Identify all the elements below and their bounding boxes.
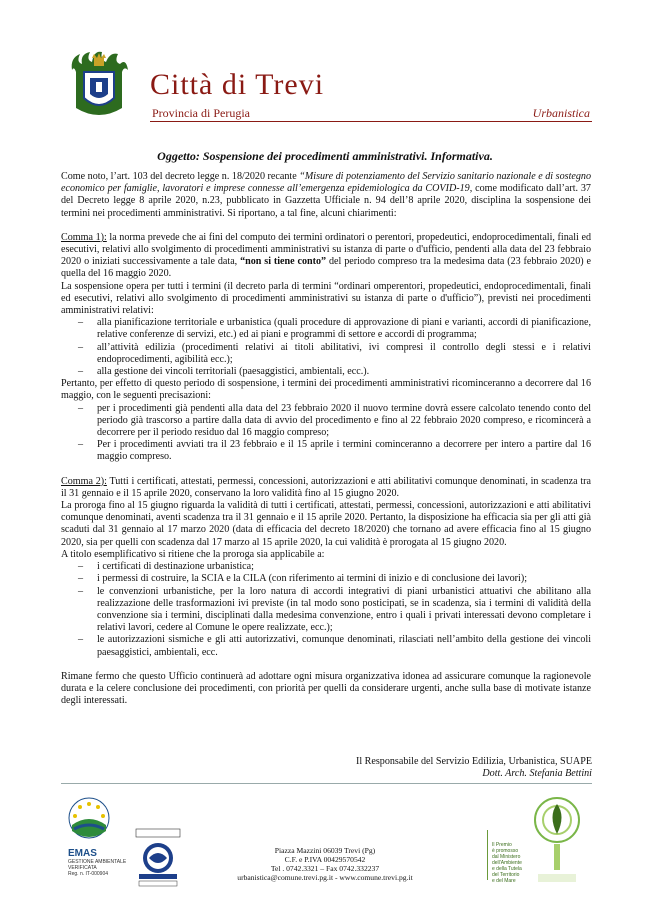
comma2-label: Comma 2): [61, 475, 107, 487]
signature-block [356, 756, 592, 781]
comma1-text-end: del periodo compreso tra la medesima data (23 febbraio 2020) e quella del 16 maggio 2020. [61, 256, 591, 280]
award-text: Il Premio è promosso dal Ministero dell'Ambiente e della Tutela del Territorio e del Mare [492, 842, 522, 884]
province-label: Provincia di Perugia [152, 106, 250, 120]
header-rule [150, 121, 592, 122]
emas-label: EMAS [68, 848, 97, 859]
comma2-paragraph-3: A titolo esemplificativo si ritiene che la proroga sia applicabile a: [61, 548, 325, 560]
list-item: – i permessi di costruire, la SCIA e la CILA (con riferimento ai termini di inizio e di conclusione dei lavori); [61, 573, 591, 585]
emas-registration: GESTIONE AMBIENTALE VERIFICATA Reg. n. IT-000904 [68, 859, 127, 877]
footer-rule [61, 783, 592, 784]
signature-name: Dott. Arch. Stefania Bettini [482, 768, 592, 780]
intro-text-end: come modificato dall’art. 37 del Decreto legge 8 aprile 2020, n.23, pubblicato in Gazzetta Ufficiale n. 94 dell’8 aprile 2020, disciplina la sospensione dei termini nei procedimenti amministrativi. Si riportano, a tal fine, alcuni chiarimenti: [61, 183, 591, 219]
list-item: – i certificati di destinazione urbanistica; [61, 561, 591, 573]
list-item: – le autorizzazioni sismiche e gli atti autorizzativi, comunque denominati, rilasciati nell’ambito della gestione dei vincoli paesaggistici, ambientali, ecc. [61, 634, 591, 658]
address-line: Piazza Mazzini 06039 Trevi (Pg) [274, 846, 376, 855]
comma2-text: Tutti i certificati, attestati, permessi, concessioni, autorizzazioni e atti abilitativi comunque denominati, in scadenza tra il 31 gennaio e il 15 aprile 2020, conservano la loro validità fino al 15 giugno 2020. [61, 475, 591, 499]
list-item: – per i procedimenti già pendenti alla data del 23 febbraio 2020 il nuovo termine dovrà essere calcolato tenendo conto del periodo già trascorso a partire dalla data di avvio del procedimento e fino al 22 febbraio 2020 compreso, e ricomincerà a decorrere per il periodo residuo dal 16 maggio compreso; [61, 403, 591, 440]
award-logo-icon [530, 794, 584, 888]
comma1-paragraph [61, 232, 591, 281]
letter-body [61, 171, 591, 707]
signature-role: Il Responsabile del Servizio Edilizia, Urbanistica, SUAPE [355, 756, 592, 767]
emas-logo-icon [66, 795, 112, 849]
intro-text: Come noto, l’art. 103 del decreto legge n. 18/2020 recante [61, 171, 300, 182]
list-item: – alla gestione dei vincoli territoriali (paesaggistici, ambientali, ecc.). [61, 366, 591, 378]
intro-paragraph [61, 171, 591, 220]
tax-code-line: C.F. e P.IVA 00429570542 [284, 855, 366, 864]
comma2-paragraph-2: La proroga fino al 15 giugno riguarda la validità di tutti i certificati, attestati, permessi, concessioni, autorizzazioni e atti abilitativi comunque denominati, aventi scadenza tra il 31 gennaio e il 15 aprile 2020. Pertanto, la disposizione ha efficacia sia per gli atti già scaduti dal 31 gennaio al 17 marzo 2020 (data di efficacia del decreto 18/2020) che tornano ad avere efficacia fino al 15 giugno 2020, sia per quelli con scadenza dal 17 marzo al 15 aprile 2020, la cui validità è prorogata al 15 giugno 2020. [61, 500, 591, 548]
coat-of-arms-icon [66, 48, 132, 122]
comma1-list [61, 317, 591, 378]
closing-paragraph: Rimane fermo che questo Ufficio continuerà ad adottare ogni misura organizzativa idonea ad assicurare comunque la ragionevole durata e la celere conclusione dei procedimenti, con priorità per quelli da considerare urgenti, anche sulla base di motivate istanze degli interessati. [61, 670, 591, 707]
comma1-label: Comma 1): [61, 231, 107, 243]
comma1-paragraph-3: Pertanto, per effetto di questo periodo di sospensione, i termini dei procedimenti amministrativi ricominceranno a decorrere dal 16 maggio, con le seguenti precisazioni: [61, 378, 591, 402]
decree-title: “Misure di potenziamento del Servizio sanitario nazionale e di sostegno economico per famiglie, lavoratori e imprese connesse all’emergenza epidemiologica da COVID-19, [61, 171, 591, 195]
email-web-line: urbanistica@comune.trevi.pg.it - www.comune.trevi.pg.it [237, 873, 413, 882]
comma1-paragraph-2: La sospensione opera per tutti i termini (il decreto parla di termini “ordinari omperentori, propedeutici, endoprocedimentali, finali ed esecutivi, relativi allo svolgimento di procedimenti amministrativi su istanza di parte o d'ufficio”), previsti nei procedimenti amministrativi relativi: [61, 280, 591, 317]
phone-line: Tel . 0742.3321 – Fax 0742.332237 [270, 864, 380, 873]
list-item: – Per i procedimenti avviati tra il 23 febbraio e il 15 aprile i termini cominceranno a decorrere per intero a partire dal 16 maggio compreso. [61, 439, 591, 463]
subject-heading: Oggetto: Sospensione dei procedimenti amministrativi. Informativa. [157, 149, 493, 163]
comma2-paragraph [61, 476, 591, 500]
award-divider [487, 830, 488, 880]
comma1-list-2 [61, 403, 591, 464]
comma1-emphasis: “non si tiene conto” [240, 256, 327, 268]
comma2-list [61, 561, 591, 659]
city-title: Città di Trevi [150, 68, 325, 101]
comma1-text: la norma prevede che ai fini del computo dei termini ordinatori o perentori, propedeutici, endoprocedimentali, finali ed esecutivi, relativi allo svolgimento di procedimenti amministrativi su istanza di parte o d'ufficio, pendenti alla data del 23 febbraio 2020 o iniziati successivamente a tale data, [61, 231, 591, 268]
list-item: – all’attività edilizia (procedimenti relativi ai titoli abilitativi, ivi compresi il controllo degli stessi e i relativi endoprocedimenti, agibilità ecc.); [61, 342, 591, 366]
list-item: – le convenzioni urbanistiche, per la loro natura di accordi integrativi di piani urbanistici attuativi che abilitano alla realizzazione delle trasformazioni ivi previste (in tal modo sono posticipati, se in scadenza, sia i termini di validità della convenzione sia i termini, disciplinati dalla medesima convenzione, entro i quali i privati interessati devono completare i relativi lavori, cedere al Comune le opere realizzate, ecc.); [61, 586, 591, 635]
list-item: – alla pianificazione territoriale e urbanistica (quali procedure di approvazione di piani e varianti, accordi di pianificazione, relative conferenze di servizi, etc.) ed ai piani e programmi di settore e accordi di programma; [61, 317, 591, 341]
office-label: Urbanistica [532, 106, 590, 120]
